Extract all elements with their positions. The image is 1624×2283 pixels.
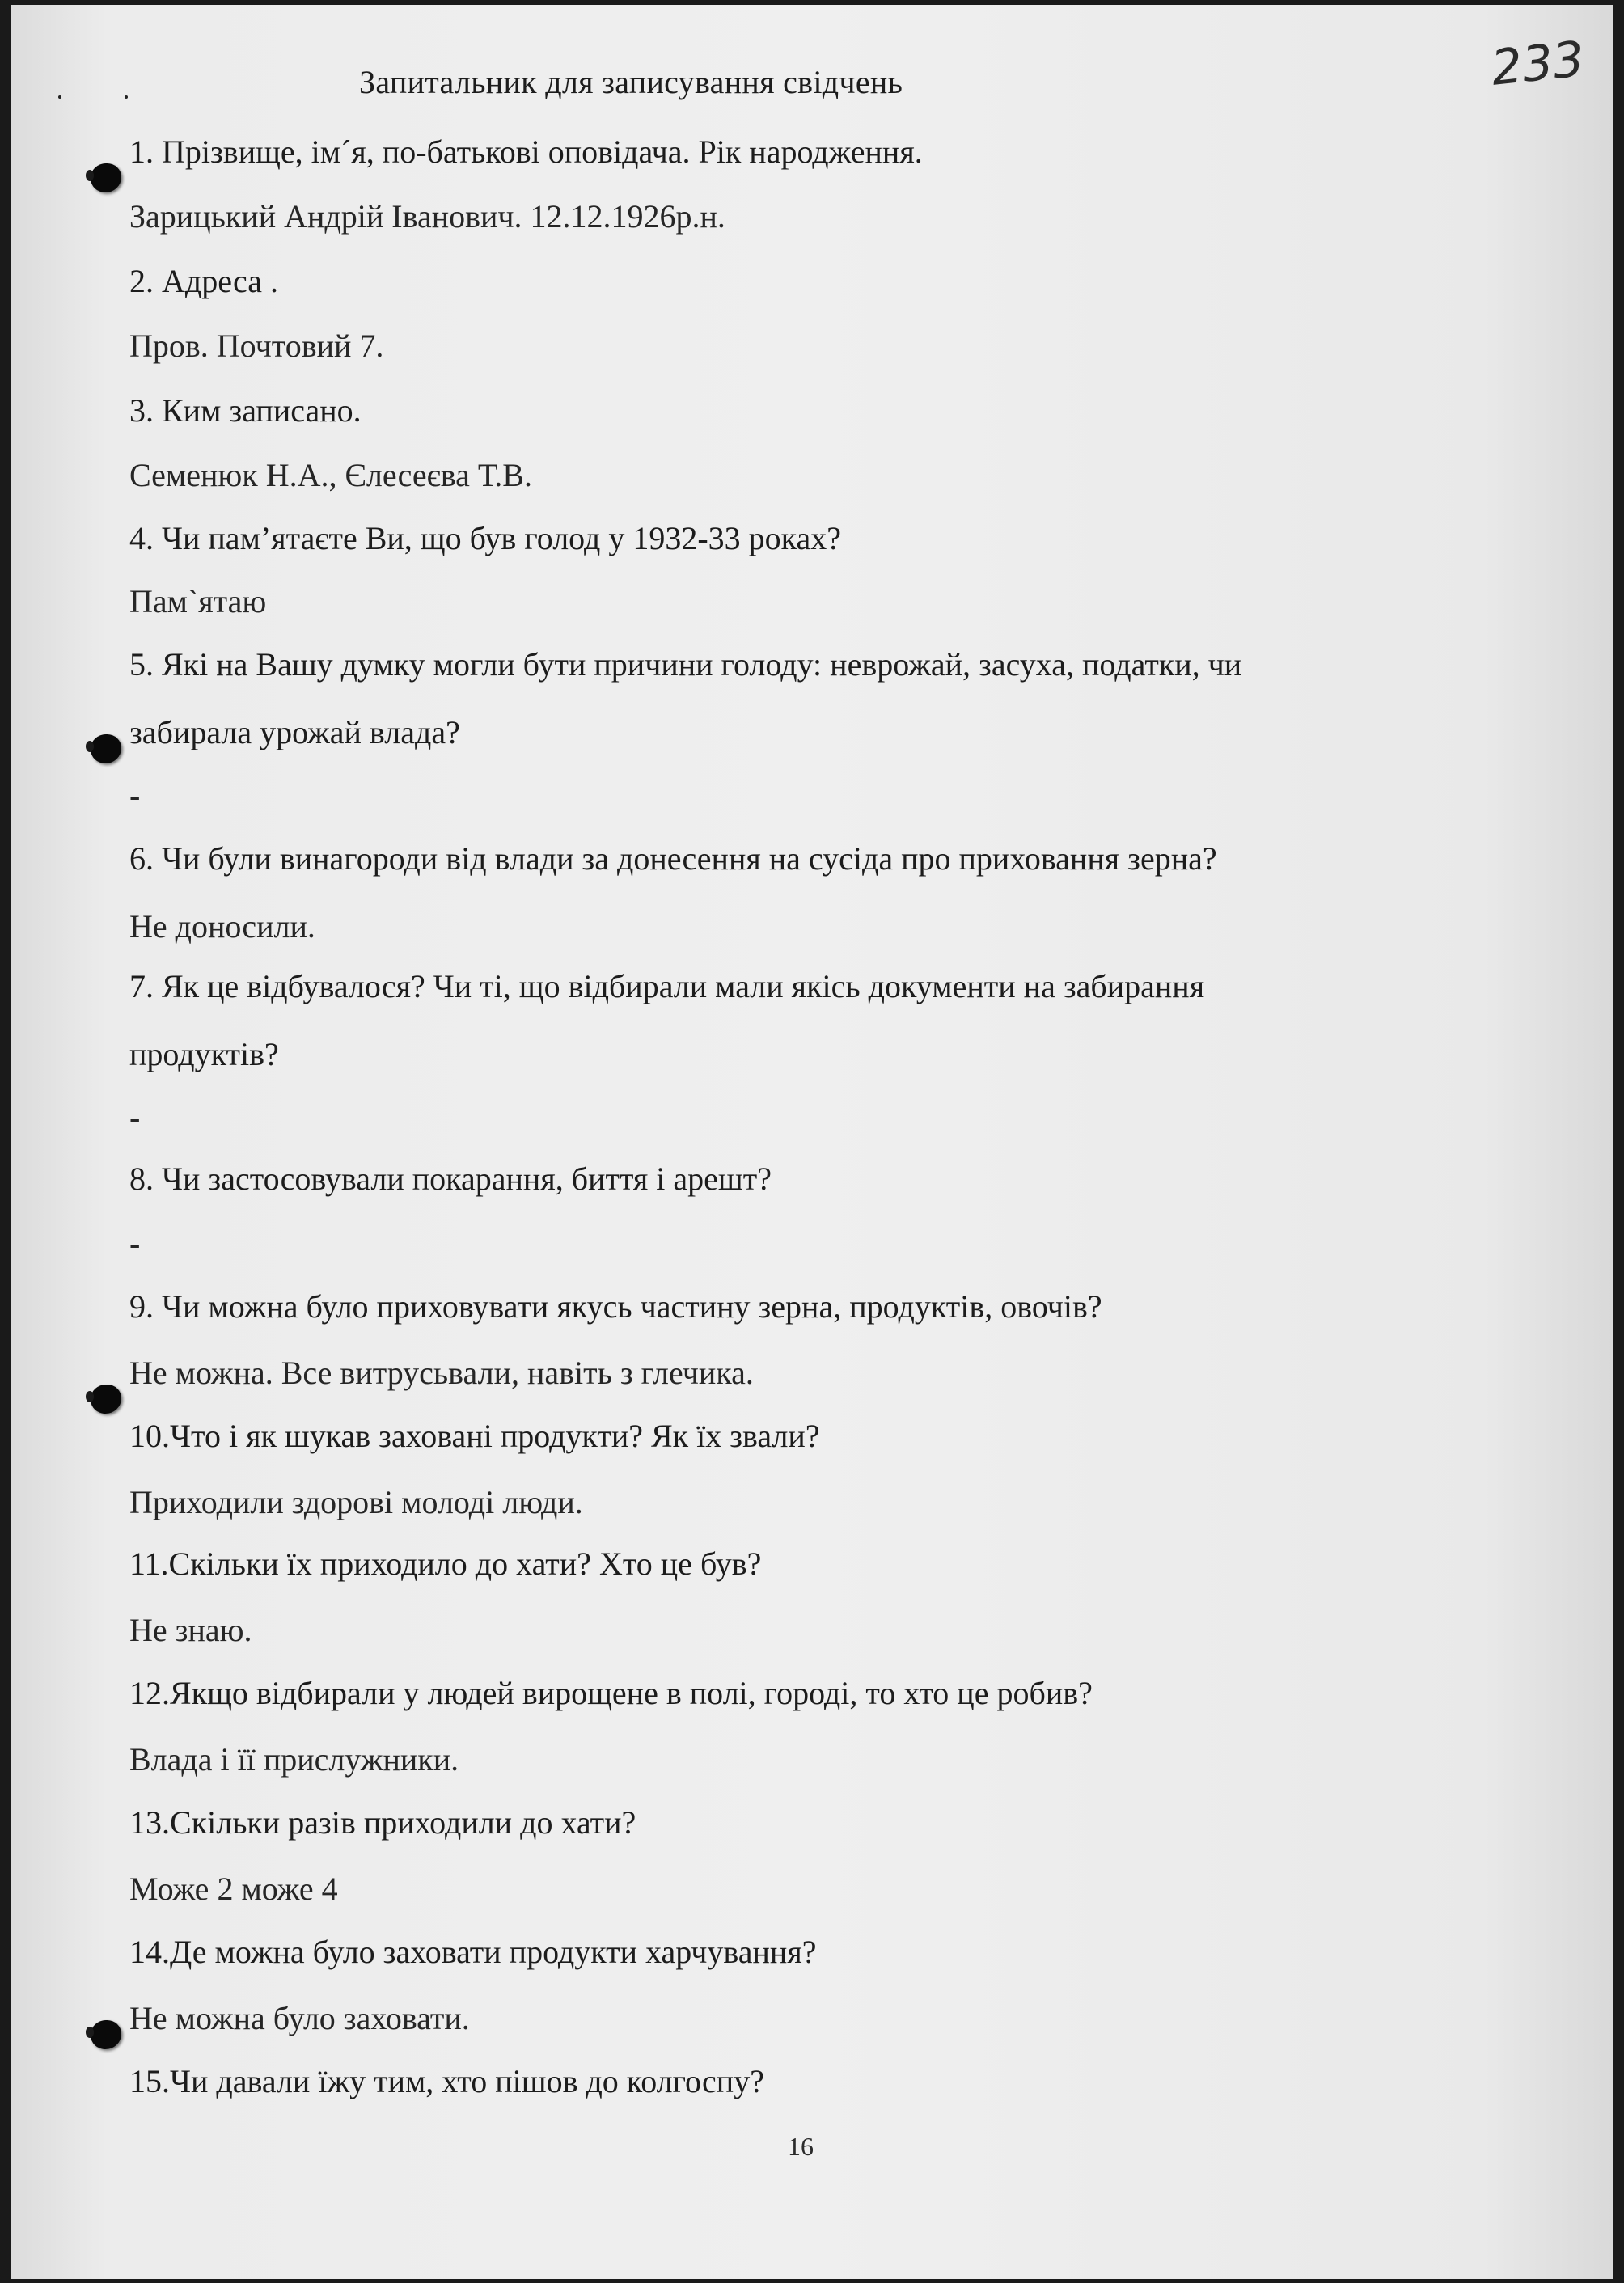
- answer-line: Не можна. Все витрусьвали, навіть з глечика.: [129, 1355, 754, 1391]
- document-page: [11, 5, 1613, 2279]
- answer-line: Семенюк Н.А., Єлесеєва Т.В.: [129, 457, 532, 493]
- question-line: продуктів?: [129, 1036, 279, 1072]
- answer-line: Не знаю.: [129, 1612, 252, 1648]
- question-line: 10.Что і як шукав заховані продукти? Як їх звали?: [129, 1418, 820, 1454]
- question-line: 13.Скільки разів приходили до хати?: [129, 1804, 636, 1841]
- archive-number: 233: [1488, 31, 1587, 97]
- question-line: 5. Які на Вашу думку могли бути причини голоду: неврожай, засуха, податки, чи: [129, 646, 1242, 683]
- question-line: 12.Якщо відбирали у людей вирощене в полі, городі, то хто це робив?: [129, 1675, 1093, 1711]
- answer-line: Приходили здорові молоді люди.: [129, 1484, 583, 1520]
- question-line: 3. Ким записано.: [129, 392, 362, 429]
- question-line: 14.Де можна було заховати продукти харчування?: [129, 1934, 817, 1970]
- question-line: 8. Чи застосовували покарання, биття і арешт?: [129, 1161, 772, 1197]
- punch-hole: [91, 1385, 121, 1414]
- answer-line: -: [129, 777, 141, 814]
- question-line: 11.Скільки їх приходило до хати? Хто це був?: [129, 1545, 762, 1582]
- page-number: 16: [788, 2132, 814, 2161]
- punch-hole: [91, 2020, 121, 2049]
- answer-line: Пров. Почтовий 7.: [129, 328, 384, 364]
- answer-line: Не можна було заховати.: [129, 2000, 470, 2036]
- question-line: забирала урожай влада?: [129, 714, 460, 750]
- corner-mark: [125, 95, 128, 99]
- document-title: Запитальник для записування свідчень: [359, 64, 903, 100]
- question-line: 7. Як це відбувалося? Чи ті, що відбирали мали якісь документи на забирання: [129, 968, 1205, 1004]
- punch-hole: [91, 163, 121, 192]
- answer-line: Не доносили.: [129, 908, 315, 945]
- question-line: 9. Чи можна було приховувати якусь частину зерна, продуктів, овочів?: [129, 1288, 1102, 1325]
- question-line: 15.Чи давали їжу тим, хто пішов до колгоспу?: [129, 2063, 764, 2099]
- question-line: 1. Прізвище, ім´я, по-батькові оповідача. Рік народження.: [129, 133, 923, 170]
- question-line: 6. Чи були винагороди від влади за донесення на сусіда про приховання зерна?: [129, 840, 1217, 877]
- corner-mark: [58, 95, 61, 99]
- question-line: 2. Адреса .: [129, 263, 278, 299]
- answer-line: Влада і її прислужники.: [129, 1741, 459, 1778]
- answer-line: Може 2 може 4: [129, 1871, 338, 1907]
- answer-line: -: [129, 1099, 141, 1135]
- punch-hole: [91, 734, 121, 763]
- answer-line: Пам`ятаю: [129, 583, 267, 619]
- answer-line: -: [129, 1225, 141, 1262]
- answer-line: Зарицький Андрій Іванович. 12.12.1926р.н.: [129, 198, 725, 235]
- question-line: 4. Чи пам’ятаєте Ви, що був голод у 1932-33 роках?: [129, 520, 842, 556]
